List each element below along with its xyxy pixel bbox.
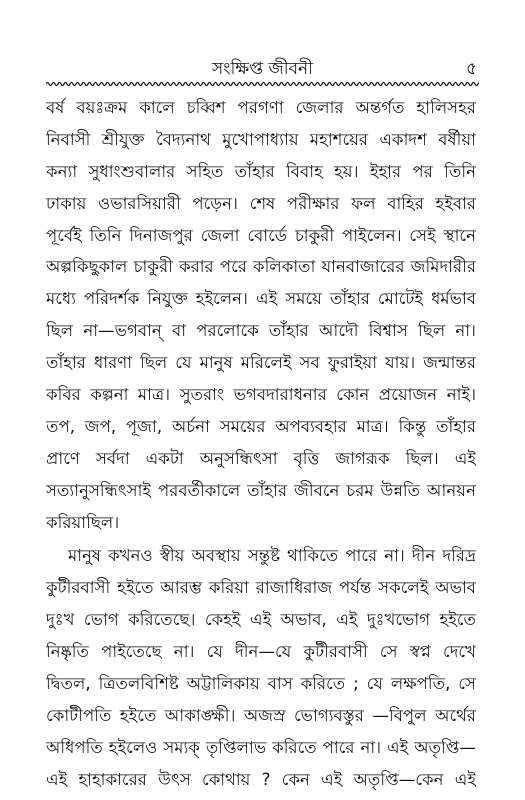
text-line: করিয়াছিল।: [46, 512, 120, 532]
text-line: ছিল না—ভগবান্ বা পরলোকে তাঁহার আদৌ বিশ্বাস ছিল না।: [46, 321, 476, 341]
text-line: মধ্যে পরিদর্শক নিযুক্ত হইলেন। এই সময়ে তাঁহার মোটেই ধর্মভাব: [46, 289, 476, 309]
paragraph-1: [46, 92, 476, 538]
paragraph-2: [46, 540, 476, 795]
text-line: দুঃখ ভোগ করিতেছে। কেহই এই অভাব, এই দুঃখভোগ হইতে: [46, 610, 476, 630]
text-line: কোটীপতি হইতে আকাঙ্ক্ষী। অজস্র ভোগ্যবস্তুর —বিপুল অর্থের: [46, 705, 476, 725]
text-line: অল্পকিছুকাল চাকুরী করার পরে কলিকাতা যানবাজারের জমিদারীর: [46, 257, 476, 277]
text-line: কবির কল্পনা মাত্র। সুতরাং ভগবদারাধনার কোন প্রয়োজন নাই।: [46, 385, 476, 405]
running-title: সংক্ষিপ্ত জীবনী: [211, 59, 314, 79]
text-line: নিষ্কৃতি পাইতেছে না। যে দীন—যে কুটীরবাসী সে স্বপ্ন দেখে: [46, 642, 476, 662]
text-line: মানুষ কখনও স্বীয় অবস্থায় সন্তুষ্ট থাকিতে পারে না। দীন দরিদ্র: [68, 546, 476, 566]
text-line: দ্বিতল, ত্রিতলবিশিষ্ট অট্টালিকায় বাস করিতে ; যে লক্ষপতি, সে: [46, 674, 476, 694]
page-header: [0, 58, 525, 88]
text-line: কুটীরবাসী হইতে আরম্ভ করিয়া রাজাধিরাজ পর্যন্ত সকলেই অভাব: [46, 578, 476, 598]
text-line: এই হাহাকারের উৎস কোথায় ? কেন এই অতৃপ্তি—কেন এই: [46, 769, 476, 789]
body-text: [46, 92, 476, 796]
text-line: তাঁহার ধারণা ছিল যে মানুষ মরিলেই সব ফুরাইয়া যায়। জন্মান্তর: [46, 353, 476, 373]
text-line: প্রাণে সর্বদা একটা অনুসন্ধিৎসা বৃত্তি জাগরূক ছিল। এই: [46, 448, 476, 468]
text-line: তপ, জপ, পূজা, অর্চনা সময়ের অপব্যবহার মাত্র। কিন্তু তাঁহার: [46, 416, 476, 436]
text-line: কন্যা সুধাংশুবালার সহিত তাঁহার বিবাহ হয়। ইহার পর তিনি: [46, 161, 476, 181]
text-line: সত্যানুসন্ধিৎসাই পরবর্তীকালে তাঁহার জীবনে চরম উন্নতি আনয়ন: [46, 480, 476, 500]
text-line: অধিপতি হইলেও সম্যক্ তৃপ্তিলাভ করিতে পারে না। এই অতৃপ্তি—: [46, 737, 476, 757]
text-line: নিবাসী শ্রীযুক্ত বৈদ্যনাথ মুখোপাধ্যায় মহাশয়ের একাদশ বর্ষীয়া: [46, 129, 476, 149]
page-number: ৫: [465, 59, 477, 79]
text-line: ঢাকায় ওভারসিয়ারী পড়েন। শেষ পরীক্ষার ফল বাহির হইবার: [46, 193, 476, 213]
text-line: পূর্বেই তিনি দিনাজপুর জেলা বোর্ডে চাকুরী পাইলেন। সেই স্থানে: [46, 225, 476, 245]
wavy-rule-divider: [46, 80, 479, 88]
text-line: বর্ষ বয়ঃক্রম কালে চব্বিশ পরগণা জেলার অন্তর্গত হালিসহর: [46, 98, 476, 117]
